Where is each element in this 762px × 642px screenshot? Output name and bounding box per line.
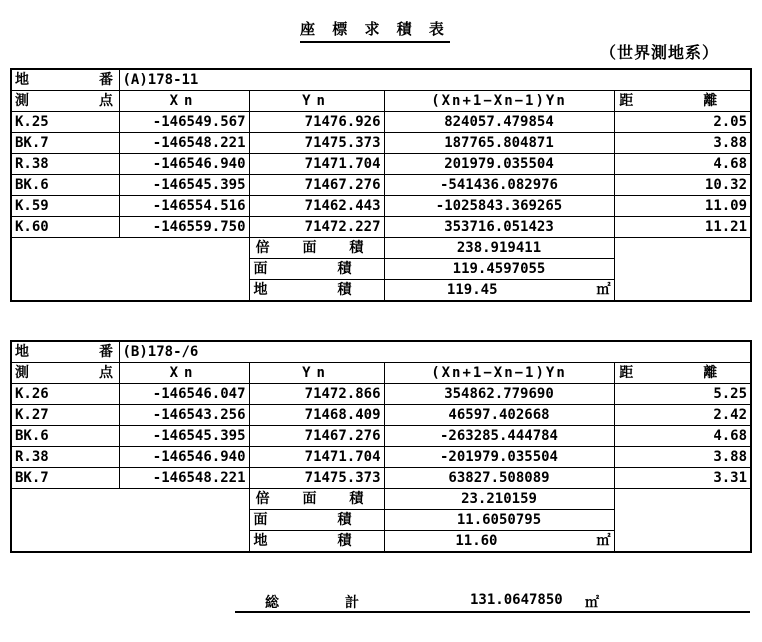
area-label: 面 積 bbox=[249, 259, 384, 280]
double-area-row bbox=[11, 238, 751, 259]
table-row bbox=[11, 447, 751, 468]
xn-cell: -146554.516 bbox=[119, 196, 249, 217]
xn-cell: -146546.940 bbox=[119, 447, 249, 468]
land-area-label: 地 積 bbox=[249, 280, 384, 302]
total-underline bbox=[235, 611, 750, 613]
land-area-cell bbox=[384, 531, 614, 553]
header-yn: Yn bbox=[249, 363, 384, 384]
distance-cell: 2.05 bbox=[614, 112, 751, 133]
land-area-value: 119.45 bbox=[446, 282, 498, 298]
blank-cell bbox=[614, 489, 751, 553]
header-yn: Yn bbox=[249, 91, 384, 112]
formula-cell: 201979.035504 bbox=[384, 154, 614, 175]
point-cell: BK.6 bbox=[11, 426, 119, 447]
point-cell: R.38 bbox=[11, 154, 119, 175]
coordinate-system-label: （世界測地系） bbox=[600, 43, 720, 62]
xn-cell: -146548.221 bbox=[119, 133, 249, 154]
point-cell: BK.7 bbox=[11, 133, 119, 154]
distance-cell: 4.68 bbox=[614, 154, 751, 175]
yn-cell: 71467.276 bbox=[249, 426, 384, 447]
distance-cell: 2.42 bbox=[614, 405, 751, 426]
formula-cell: 187765.804871 bbox=[384, 133, 614, 154]
double-area-value: 23.210159 bbox=[384, 489, 614, 510]
area-value: 11.6050795 bbox=[384, 510, 614, 531]
point-cell: K.60 bbox=[11, 217, 119, 238]
point-cell: K.27 bbox=[11, 405, 119, 426]
double-area-label: 倍 面 積 bbox=[249, 238, 384, 259]
yn-cell: 71471.704 bbox=[249, 154, 384, 175]
distance-cell: 3.31 bbox=[614, 468, 751, 489]
total-unit: ㎡ bbox=[585, 595, 599, 611]
yn-cell: 71467.276 bbox=[249, 175, 384, 196]
xn-cell: -146545.395 bbox=[119, 426, 249, 447]
header-row bbox=[11, 91, 751, 112]
blank-cell bbox=[11, 489, 249, 553]
point-cell: BK.6 bbox=[11, 175, 119, 196]
table-row bbox=[11, 384, 751, 405]
formula-cell: -263285.444784 bbox=[384, 426, 614, 447]
formula-cell: -1025843.369265 bbox=[384, 196, 614, 217]
formula-cell: -541436.082976 bbox=[384, 175, 614, 196]
table-row bbox=[11, 175, 751, 196]
header-formula: (Xn+1−Xn−1)Yn bbox=[384, 91, 614, 112]
formula-cell: 63827.508089 bbox=[384, 468, 614, 489]
xn-cell: -146546.047 bbox=[119, 384, 249, 405]
distance-cell: 5.25 bbox=[614, 384, 751, 405]
point-cell: K.26 bbox=[11, 384, 119, 405]
header-point: 測 点 bbox=[11, 91, 119, 112]
point-cell: K.25 bbox=[11, 112, 119, 133]
xn-cell: -146543.256 bbox=[119, 405, 249, 426]
total-label: 総 計 bbox=[265, 595, 385, 611]
blank-cell bbox=[11, 238, 249, 302]
area-table-a bbox=[10, 68, 752, 302]
land-area-label: 地 積 bbox=[249, 531, 384, 553]
land-area-cell bbox=[384, 280, 614, 302]
yn-cell: 71471.704 bbox=[249, 447, 384, 468]
formula-cell: 824057.479854 bbox=[384, 112, 614, 133]
header-distance: 距 離 bbox=[614, 91, 751, 112]
table-row bbox=[11, 217, 751, 238]
header-formula: (Xn+1−Xn−1)Yn bbox=[384, 363, 614, 384]
xn-cell: -146545.395 bbox=[119, 175, 249, 196]
parcel-row bbox=[11, 341, 751, 363]
yn-cell: 71472.227 bbox=[249, 217, 384, 238]
distance-cell: 3.88 bbox=[614, 447, 751, 468]
xn-cell: -146549.567 bbox=[119, 112, 249, 133]
formula-cell: 46597.402668 bbox=[384, 405, 614, 426]
xn-cell: -146548.221 bbox=[119, 468, 249, 489]
parcel-label: 地 番 bbox=[11, 341, 119, 363]
yn-cell: 71475.373 bbox=[249, 468, 384, 489]
header-point: 測 点 bbox=[11, 363, 119, 384]
xn-cell: -146559.750 bbox=[119, 217, 249, 238]
table-row bbox=[11, 133, 751, 154]
table-row bbox=[11, 468, 751, 489]
yn-cell: 71468.409 bbox=[249, 405, 384, 426]
double-area-label: 倍 面 積 bbox=[249, 489, 384, 510]
distance-cell: 10.32 bbox=[614, 175, 751, 196]
point-cell: K.59 bbox=[11, 196, 119, 217]
xn-cell: -146546.940 bbox=[119, 154, 249, 175]
formula-cell: -201979.035504 bbox=[384, 447, 614, 468]
unit-label: ㎡ bbox=[596, 282, 611, 298]
yn-cell: 71472.866 bbox=[249, 384, 384, 405]
point-cell: R.38 bbox=[11, 447, 119, 468]
point-cell: BK.7 bbox=[11, 468, 119, 489]
distance-cell: 4.68 bbox=[614, 426, 751, 447]
parcel-label: 地 番 bbox=[11, 69, 119, 91]
header-xn: Xn bbox=[119, 91, 249, 112]
header-distance: 距 離 bbox=[614, 363, 751, 384]
table-row bbox=[11, 154, 751, 175]
formula-cell: 353716.051423 bbox=[384, 217, 614, 238]
header-xn: Xn bbox=[119, 363, 249, 384]
area-table-b bbox=[10, 340, 752, 553]
double-area-value: 238.919411 bbox=[384, 238, 614, 259]
table-row bbox=[11, 196, 751, 217]
double-area-row bbox=[11, 489, 751, 510]
yn-cell: 71475.373 bbox=[249, 133, 384, 154]
formula-cell: 354862.779690 bbox=[384, 384, 614, 405]
yn-cell: 71476.926 bbox=[249, 112, 384, 133]
table-row bbox=[11, 405, 751, 426]
blank-cell bbox=[614, 238, 751, 302]
table-row bbox=[11, 426, 751, 447]
document-title: 座 標 求 積 表 bbox=[300, 18, 450, 43]
header-row bbox=[11, 363, 751, 384]
area-label: 面 積 bbox=[249, 510, 384, 531]
total-value: 131.0647850 bbox=[470, 592, 563, 608]
parcel-number: (B)178-/6 bbox=[119, 341, 751, 363]
parcel-row bbox=[11, 69, 751, 91]
table-row bbox=[11, 112, 751, 133]
unit-label: ㎡ bbox=[596, 533, 611, 549]
land-area-value: 11.60 bbox=[455, 533, 498, 549]
distance-cell: 11.09 bbox=[614, 196, 751, 217]
distance-cell: 11.21 bbox=[614, 217, 751, 238]
distance-cell: 3.88 bbox=[614, 133, 751, 154]
area-value: 119.4597055 bbox=[384, 259, 614, 280]
parcel-number: (A)178-11 bbox=[119, 69, 751, 91]
yn-cell: 71462.443 bbox=[249, 196, 384, 217]
